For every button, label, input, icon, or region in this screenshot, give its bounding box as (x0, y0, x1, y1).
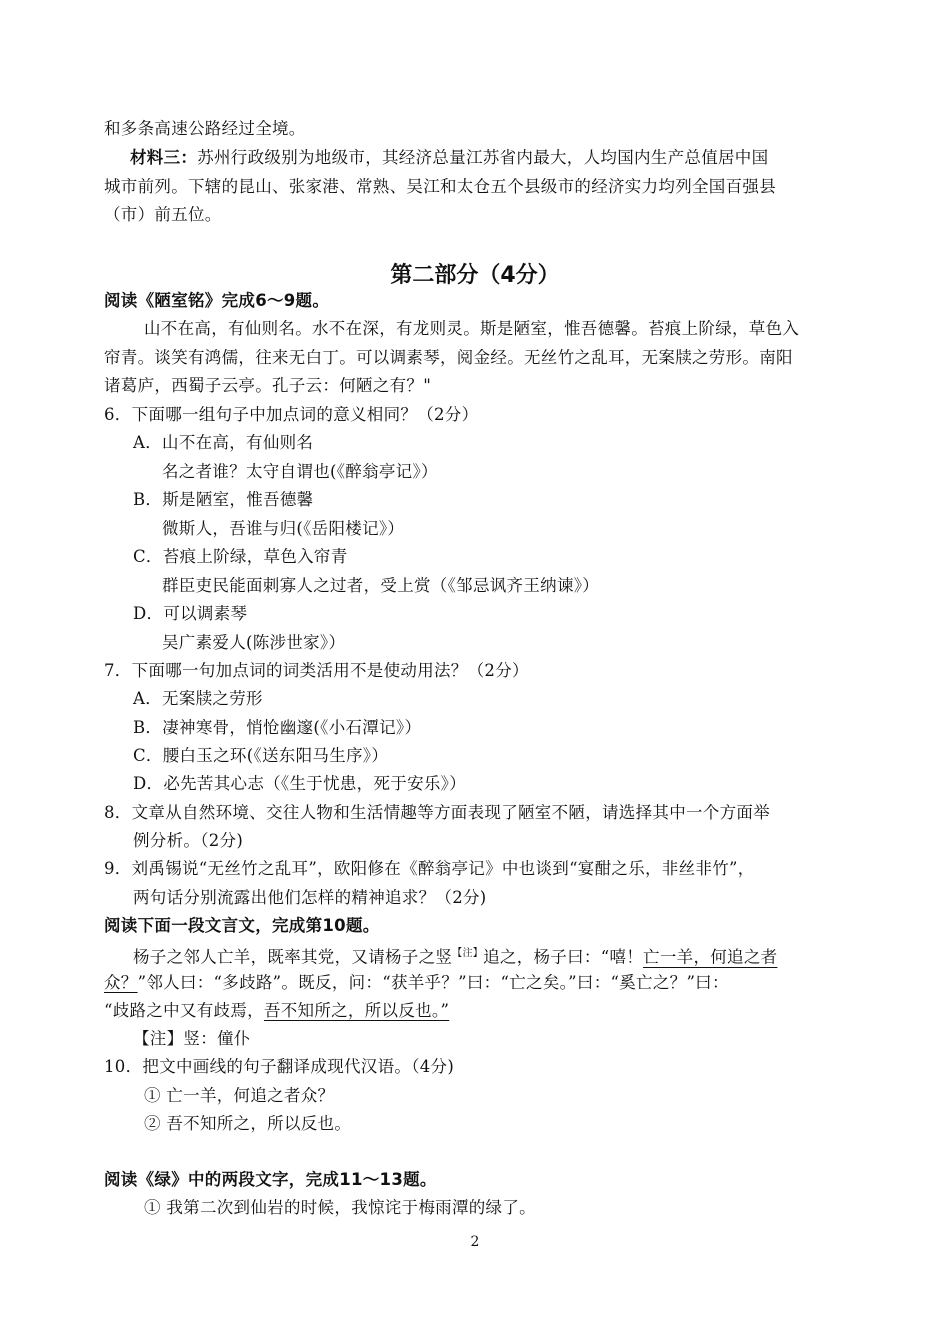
note: 【注】竖：僮仆 (133, 1029, 251, 1048)
q10-item-2: ② 吾不知所之，所以反也。 (144, 1114, 352, 1133)
q7-option-d: D．必先苦其心志（《生于忧患，死于安乐》） (133, 774, 467, 793)
q10-stem: 10．把文中画线的句子翻译成现代汉语。（4分) (104, 1057, 455, 1076)
reading3-heading: 阅读《绿》中的两段文字，完成11～13题。 (104, 1170, 437, 1189)
material3-text: 苏州行政级别为地级市，其经济总量江苏省内最大，人均国内生产总值居中国 (197, 148, 769, 167)
reading1-heading: 阅读《陋室铭》完成6～9题。 (104, 291, 330, 310)
q8-line2: 例分析。（2分) (133, 831, 244, 850)
q6-option-d: D．可以调素琴 (133, 604, 248, 623)
q7-option-b: B．凄神寒骨，悄怆幽邃(《小石潭记》） (133, 718, 422, 737)
passage2-text: 杨子之邻人亡羊，既率其党，又请杨子之竖 (133, 947, 453, 967)
q7-stem: 7．下面哪一句加点词的词类活用不是使动用法？（2分） (104, 661, 529, 680)
material3-line3: （市）前五位。 (104, 205, 222, 224)
passage2-line3 (104, 1000, 449, 1022)
q6-option-b-ref: 微斯人，吾谁与归(《岳阳楼记》） (162, 519, 405, 538)
q6-option-b: B．斯是陋室，惟吾德馨 (133, 490, 314, 509)
passage2-text: “歧路之中又有歧焉， (104, 1001, 264, 1020)
material3-label: 材料三： (130, 148, 198, 167)
passage2-line1 (133, 943, 777, 969)
passage2-text: 追之，杨子曰：“嘻！ (483, 947, 644, 967)
q9-line1: 9．刘禹锡说“无丝竹之乱耳”，欧阳修在《醉翁亭记》中也谈到“宴酣之乐，非丝非竹”， (104, 859, 755, 878)
material-tail-line: 和多条高速公路经过全境。 (104, 119, 306, 138)
q7-option-c: C．腰白玉之环(《送东阳马生序》） (133, 746, 389, 765)
q6-option-a: A．山不在高，有仙则名 (133, 433, 314, 452)
q7-option-a: A．无案牍之劳形 (133, 689, 263, 708)
q6-option-c: C．苔痕上阶绿，草色入帘青 (133, 547, 348, 566)
q10-item-1: ① 亡一羊，何追之者众？ (144, 1086, 335, 1105)
passage2-line2 (104, 972, 729, 994)
part2-title: 第二部分（4分） (390, 263, 560, 288)
underlined-sentence: 亡一羊，何追之者 (643, 947, 778, 967)
q6-option-d-ref: 吴广素爱人(陈涉世家》） (162, 633, 346, 652)
q6-option-c-ref: 群臣吏民能面刺寡人之过者，受上赏（《邹忌讽齐王纳谏》） (162, 576, 600, 595)
underlined-sentence: 吾不知所之，所以反也。” (263, 1001, 450, 1020)
underlined-sentence: 众？ (104, 973, 138, 992)
page-number: 2 (470, 1234, 480, 1250)
material3-line1 (130, 147, 768, 169)
q8-line1: 8．文章从自然环境、交往人物和生活情趣等方面表现了陋室不陋，请选择其中一个方面举 (104, 803, 770, 822)
reading3-first-line: ① 我第二次到仙岩的时候，我惊诧于梅雨潭的绿了。 (144, 1198, 536, 1217)
passage2-text: ”邻人曰：“多歧路”。既反，问：“获羊乎？”曰：“亡之矣。”曰：“奚亡之？”曰： (137, 973, 729, 992)
q6-stem: 6．下面哪一组句子中加点词的意义相同？（2分） (104, 405, 479, 424)
passage-line: 诸葛庐，西蜀子云亭。孔子云：何陋之有？" (104, 376, 432, 395)
passage-line: 山不在高，有仙则名。水不在深，有龙则灵。斯是陋室，惟吾德馨。苔痕上阶绿，草色入 (144, 319, 800, 338)
note-marker: 【注】 (452, 948, 484, 959)
passage-line: 帘青。谈笑有鸿儒，往来无白丁。可以调素琴，阅金经。无丝竹之乱耳，无案牍之劳形。南阳 (104, 348, 793, 367)
q9-line2: 两句话分别流露出他们怎样的精神追求？（2分) (133, 888, 487, 907)
material3-line2: 城市前列。下辖的昆山、张家港、常熟、吴江和太仓五个县级市的经济实力均列全国百强县 (104, 177, 776, 196)
q6-option-a-ref: 名之者谁？太守自谓也(《醉翁亭记》） (162, 462, 438, 481)
reading2-heading: 阅读下面一段文言文，完成第10题。 (104, 916, 380, 935)
